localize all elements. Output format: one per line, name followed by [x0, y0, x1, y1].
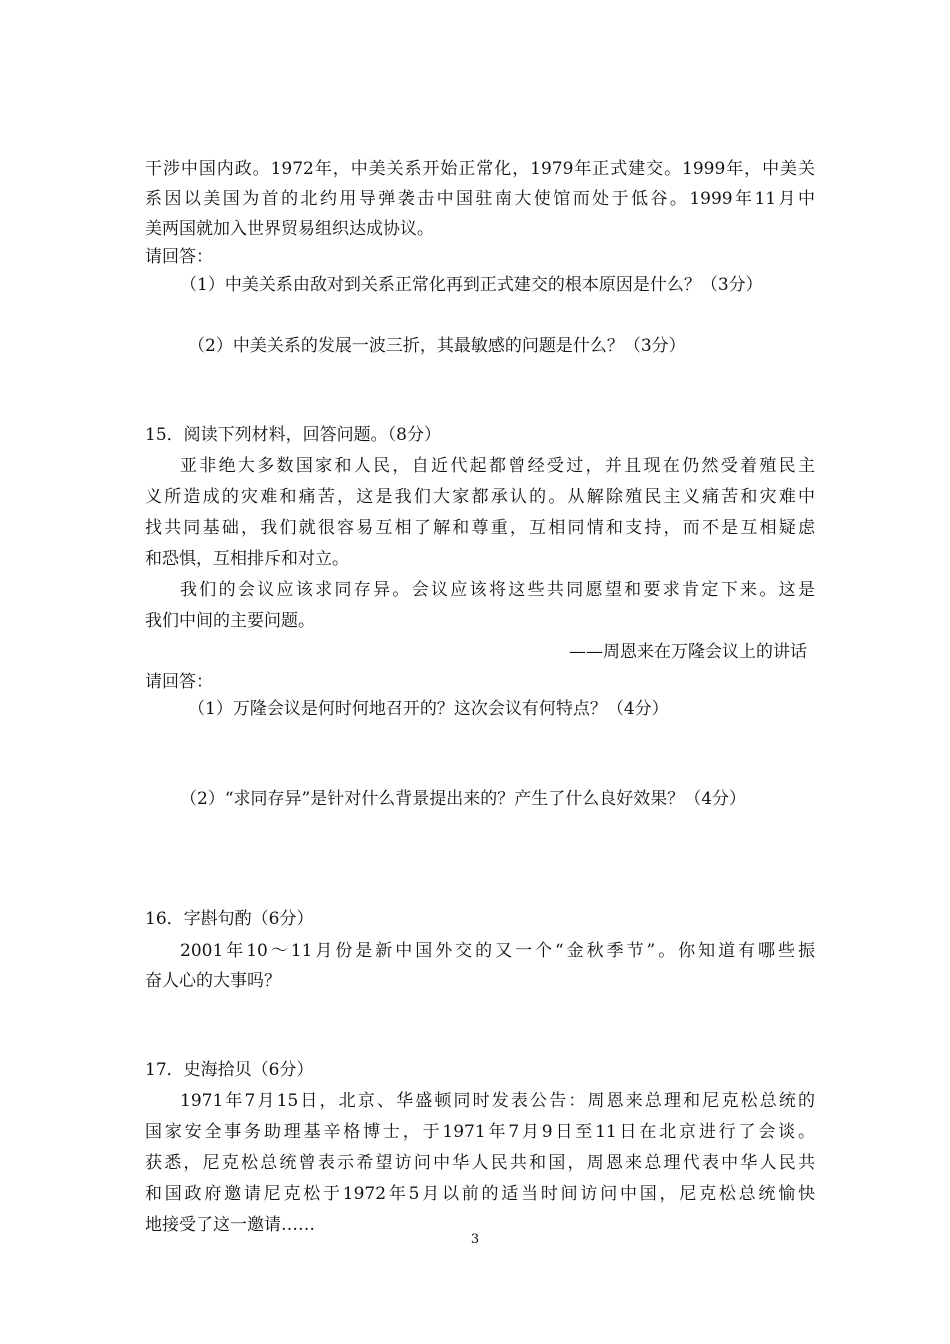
q14-subquestion-2: （2）中美关系的发展一波三折，其最敏感的问题是什么？（3分） [188, 336, 686, 356]
q15-title: 15．阅读下列材料，回答问题。（8分） [145, 425, 441, 445]
q15-source: ——周恩来在万隆会议上的讲话 [569, 642, 807, 662]
q17-body-line-5: 地接受了这一邀请…… [145, 1215, 315, 1235]
q15-para1-line-3: 找共同基础，我们就很容易互相了解和尊重，互相同情和支持，而不是互相疑虑 [145, 518, 815, 538]
q15-para1-line-1: 亚非绝大多数国家和人民，自近代起都曾经受过，并且现在仍然受着殖民主 [180, 456, 815, 476]
q15-para1-line-2: 义所造成的灾难和痛苦，这是我们大家都承认的。从解除殖民主义痛苦和灾难中 [145, 487, 815, 507]
q16-title: 16．字斟句酌（6分） [145, 909, 314, 929]
q14-material-line-2: 系因以美国为首的北约用导弹袭击中国驻南大使馆而处于低谷。1999年11月中 [145, 189, 815, 209]
q15-para2-line-1: 我们的会议应该求同存异。会议应该将这些共同愿望和要求肯定下来。这是 [180, 580, 815, 600]
q17-title: 17．史海拾贝（6分） [145, 1060, 314, 1080]
q14-material-line-1: 干涉中国内政。1972年，中美关系开始正常化，1979年正式建交。1999年，中美关 [145, 159, 815, 179]
q15-subquestion-1: （1）万隆会议是何时何地召开的？这次会议有何特点？（4分） [188, 699, 669, 719]
q15-para1-line-4: 和恐惧，互相排斥和对立。 [145, 549, 349, 569]
q17-body-line-4: 和国政府邀请尼克松于1972年5月以前的适当时间访问中国，尼克松总统愉快 [145, 1184, 815, 1204]
q16-body-line-2: 奋人心的大事吗？ [145, 971, 281, 991]
page-number: 3 [470, 1232, 480, 1247]
q17-body-line-1: 1971年7月15日，北京、华盛顿同时发表公告：周恩来总理和尼克松总统的 [180, 1091, 815, 1111]
q16-body-line-1: 2001年10～11月份是新中国外交的又一个“金秋季节”。你知道有哪些振 [180, 941, 815, 961]
q15-prompt: 请回答： [145, 672, 213, 692]
q14-prompt: 请回答： [145, 247, 213, 267]
q14-material-line-3: 美两国就加入世界贸易组织达成协议。 [145, 219, 434, 239]
q14-subquestion-1: （1）中美关系由敌对到关系正常化再到正式建交的根本原因是什么？（3分） [180, 275, 763, 295]
q17-body-line-2: 国家安全事务助理基辛格博士，于1971年7月9日至11日在北京进行了会谈。 [145, 1122, 815, 1142]
q15-para2-line-2: 我们中间的主要问题。 [145, 611, 315, 631]
q17-body-line-3: 获悉，尼克松总统曾表示希望访问中华人民共和国，周恩来总理代表中华人民共 [145, 1153, 815, 1173]
q15-subquestion-2: （2）“求同存异”是针对什么背景提出来的？产生了什么良好效果？（4分） [180, 789, 747, 809]
